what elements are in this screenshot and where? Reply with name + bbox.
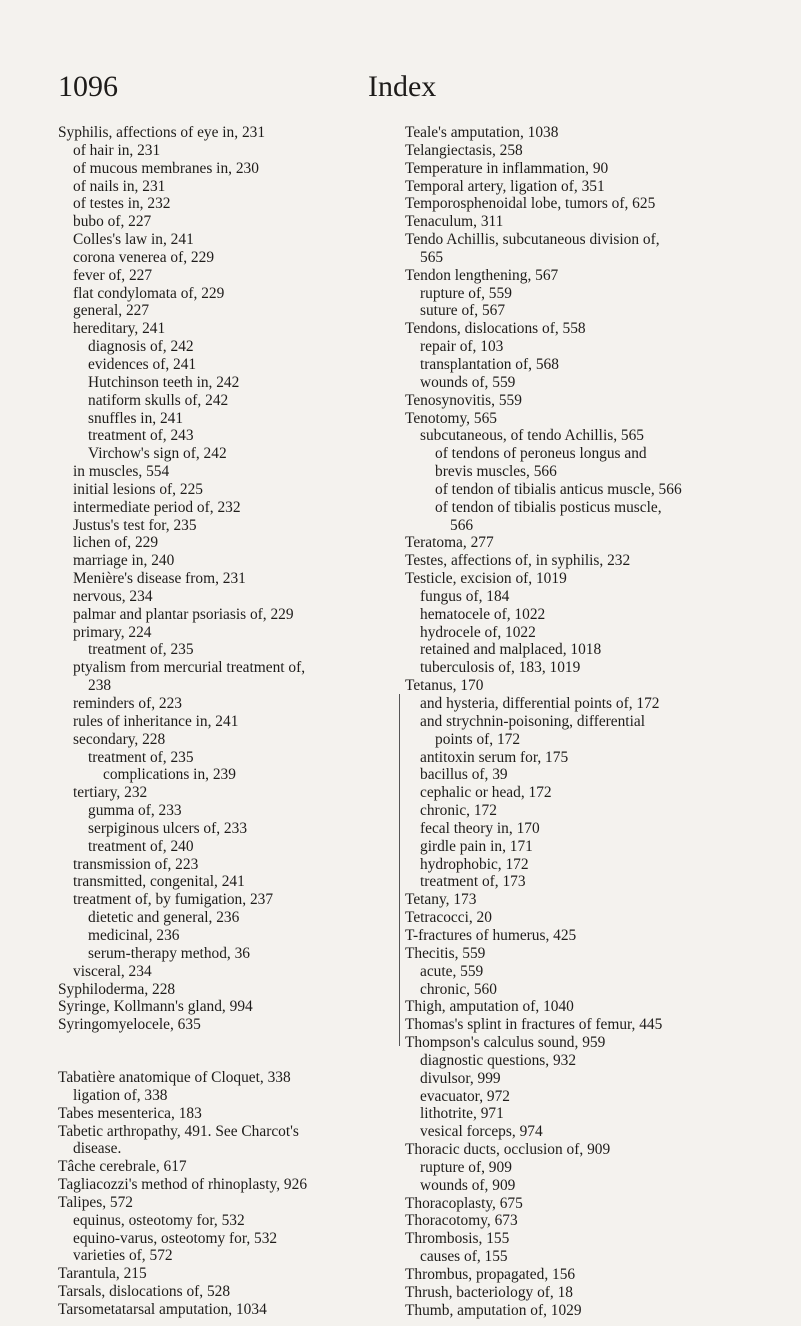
index-subentry: Justus's test for, 235: [73, 516, 197, 534]
index-subentry: rupture of, 559: [420, 284, 512, 302]
index-entry: Tenotomy, 565: [405, 409, 497, 427]
index-subentry: ptyalism from mercurial treatment of,: [73, 659, 306, 677]
index-entry: Thomas's splint in fractures of femur, 445: [405, 1016, 663, 1034]
index-subentry: transplantation of, 568: [420, 355, 559, 373]
index-subentry: gumma of, 233: [88, 802, 182, 820]
index-subentry: subcutaneous, of tendo Achillis, 565: [420, 427, 644, 445]
index-entry: T-fractures of humerus, 425: [405, 926, 577, 944]
index-subentry: dietetic and general, 236: [88, 909, 240, 927]
index-subentry: causes of, 155: [420, 1248, 508, 1266]
index-subentry: equinus, osteotomy for, 532: [73, 1211, 245, 1229]
column-divider: [399, 694, 400, 1046]
index-entry: Thigh, amputation of, 1040: [405, 998, 574, 1016]
index-entry: Testes, affections of, in syphilis, 232: [405, 552, 631, 570]
index-subentry: and hysteria, differential points of, 172: [420, 695, 660, 712]
section-gap: [58, 1034, 388, 1069]
index-entry: Tarantula, 215: [58, 1265, 147, 1283]
index-entry: Syringomyelocele, 635: [58, 1016, 201, 1034]
index-subentry: secondary, 228: [73, 730, 166, 748]
index-subentry: fungus of, 184: [420, 587, 510, 605]
index-subentry: visceral, 234: [73, 962, 152, 980]
index-subentry: general, 227: [73, 302, 150, 320]
index-entry: Thoracotomy, 673: [405, 1212, 518, 1230]
index-subentry: nervous, 234: [73, 587, 153, 605]
index-entry: Tetanus, 170: [405, 677, 484, 695]
index-subentry: corona venerea of, 229: [73, 248, 215, 266]
index-subentry: cephalic or head, 172: [420, 784, 552, 802]
index-entry: Temperature in inflammation, 90: [405, 159, 609, 177]
index-subentry: brevis muscles, 566: [435, 463, 557, 481]
index-subentry: wounds of, 909: [420, 1176, 516, 1194]
index-subentry: 566: [450, 516, 474, 534]
index-subentry: hematocele of, 1022: [420, 605, 546, 623]
index-subentry: girdle pain in, 171: [420, 837, 533, 855]
index-subentry: chronic, 560: [420, 980, 497, 998]
index-subentry: 238: [88, 677, 112, 695]
index-subentry: lichen of, 229: [73, 534, 159, 552]
index-column-left: [58, 124, 388, 1319]
index-entry: Tendons, dislocations of, 558: [405, 320, 586, 338]
index-subentry: varieties of, 572: [73, 1247, 173, 1265]
index-subentry: of hair in, 231: [73, 141, 161, 159]
index-entry: Thecitis, 559: [405, 944, 486, 962]
index-subentry: evidences of, 241: [88, 355, 197, 373]
index-subentry: medicinal, 236: [88, 926, 180, 944]
index-entry: Tabetic arthropathy, 491. See Charcot's: [58, 1122, 299, 1140]
index-subentry: rupture of, 909: [420, 1158, 512, 1176]
index-subentry: 565: [420, 248, 444, 266]
index-subentry: equino-varus, osteotomy for, 532: [73, 1229, 278, 1247]
index-entry: Syphilis, affections of eye in, 231: [58, 124, 266, 141]
index-subentry: treatment of, 243: [88, 427, 194, 445]
index-entry: Teratoma, 277: [405, 534, 494, 552]
index-subentry: Menière's disease from, 231: [73, 570, 246, 588]
index-subentry: Colles's law in, 241: [73, 231, 194, 249]
index-subentry: ligation of, 338: [73, 1086, 168, 1104]
index-entry: Tarsals, dislocations of, 528: [58, 1283, 231, 1301]
index-subentry: initial lesions of, 225: [73, 480, 203, 498]
index-subentry: evacuator, 972: [420, 1087, 510, 1105]
index-entry: Talipes, 572: [58, 1193, 134, 1211]
index-subentry: repair of, 103: [420, 338, 504, 356]
index-subentry: acute, 559: [420, 962, 484, 980]
index-subentry: divulsor, 999: [420, 1069, 501, 1087]
index-subentry: and strychnin-poisoning, differential: [420, 712, 645, 730]
index-subentry: treatment of, by fumigation, 237: [73, 891, 274, 909]
index-entry: Tâche cerebrale, 617: [58, 1158, 187, 1176]
index-entry: Temporal artery, ligation of, 351: [405, 177, 605, 195]
index-entry: Syphiloderma, 228: [58, 980, 176, 998]
index-subentry: of testes in, 232: [73, 195, 171, 213]
index-entry: Thrombosis, 155: [405, 1230, 510, 1248]
index-subentry: suture of, 567: [420, 302, 506, 320]
index-subentry: lithotrite, 971: [420, 1105, 504, 1123]
index-entry: Tendo Achillis, subcutaneous division of,: [405, 231, 660, 249]
index-subentry: hydrophobic, 172: [420, 855, 529, 873]
index-subentry: diagnosis of, 242: [88, 338, 194, 356]
index-subentry: complications in, 239: [103, 766, 236, 784]
index-entry: Tetany, 173: [405, 891, 477, 909]
index-entry: Thoracic ducts, occlusion of, 909: [405, 1141, 611, 1159]
index-subentry: treatment of, 235: [88, 641, 194, 659]
index-subentry: disease.: [73, 1140, 122, 1158]
index-entry: Tagliacozzi's method of rhinoplasty, 926: [58, 1176, 308, 1194]
index-entry: Tetracocci, 20: [405, 909, 492, 927]
index-entry: Tendon lengthening, 567: [405, 266, 559, 284]
index-subentry: antitoxin serum for, 175: [420, 748, 569, 766]
index-entry: Testicle, excision of, 1019: [405, 570, 567, 588]
index-entry: Temporosphenoidal lobe, tumors of, 625: [405, 195, 656, 213]
index-subentry: serum-therapy method, 36: [88, 944, 250, 962]
index-subentry: rules of inheritance in, 241: [73, 712, 239, 730]
index-subentry: of tendon of tibialis anticus muscle, 566: [435, 480, 682, 498]
index-subentry: treatment of, 240: [88, 837, 194, 855]
index-subentry: vesical forceps, 974: [420, 1123, 543, 1141]
index-subentry: transmission of, 223: [73, 855, 199, 873]
index-subentry: in muscles, 554: [73, 463, 170, 481]
index-subentry: natiform skulls of, 242: [88, 391, 229, 409]
index-subentry: reminders of, 223: [73, 695, 182, 712]
index-subentry: of mucous membranes in, 230: [73, 159, 259, 177]
index-subentry: wounds of, 559: [420, 373, 516, 391]
index-subentry: bubo of, 227: [73, 213, 152, 231]
index-subentry: tertiary, 232: [73, 784, 148, 802]
index-subentry: marriage in, 240: [73, 552, 175, 570]
index-entry: Thompson's calculus sound, 959: [405, 1034, 606, 1052]
index-subentry: Virchow's sign of, 242: [88, 445, 227, 463]
index-subentry: of tendon of tibialis posticus muscle,: [435, 498, 662, 516]
index-entry: Thoracoplasty, 675: [405, 1194, 523, 1212]
index-entry: Tabatière anatomique of Cloquet, 338: [58, 1069, 291, 1087]
index-subentry: chronic, 172: [420, 802, 497, 820]
index-entry: Thrombus, propagated, 156: [405, 1266, 576, 1283]
index-subentry: fever of, 227: [73, 266, 153, 284]
index-entry: Tarsometatarsal amputation, 1034: [58, 1301, 267, 1318]
index-entry: Syringe, Kollmann's gland, 994: [58, 998, 253, 1016]
page-header: Index: [368, 70, 437, 103]
index-subentry: palmar and plantar psoriasis of, 229: [73, 605, 294, 623]
index-subentry: treatment of, 235: [88, 748, 194, 766]
index-entry: Tenaculum, 311: [405, 213, 504, 231]
index-subentry: intermediate period of, 232: [73, 498, 241, 516]
index-subentry: tuberculosis of, 183, 1019: [420, 659, 581, 677]
index-subentry: treatment of, 173: [420, 873, 526, 891]
index-entry: Thrush, bacteriology of, 18: [405, 1283, 573, 1301]
index-subentry: primary, 224: [73, 623, 152, 641]
index-entry: Thumb, amputation of, 1029: [405, 1301, 582, 1319]
index-subentry: hydrocele of, 1022: [420, 623, 536, 641]
index-subentry: points of, 172: [435, 730, 521, 748]
index-subentry: snuffles in, 241: [88, 409, 184, 427]
index-subentry: of tendons of peroneus longus and: [435, 445, 647, 463]
index-entry: Teale's amputation, 1038: [405, 124, 559, 141]
index-subentry: Hutchinson teeth in, 242: [88, 373, 240, 391]
page-number: 1096: [58, 70, 118, 103]
index-subentry: transmitted, congenital, 241: [73, 873, 245, 891]
index-subentry: hereditary, 241: [73, 320, 166, 338]
index-subentry: retained and malplaced, 1018: [420, 641, 602, 659]
index-entry: Tenosynovitis, 559: [405, 391, 522, 409]
index-subentry: bacillus of, 39: [420, 766, 508, 784]
index-subentry: serpiginous ulcers of, 233: [88, 819, 248, 837]
index-entry: Tabes mesenterica, 183: [58, 1104, 202, 1122]
index-column-right: [405, 124, 745, 1320]
index-entry: Telangiectasis, 258: [405, 141, 523, 159]
index-subentry: fecal theory in, 170: [420, 819, 540, 837]
index-subentry: of nails in, 231: [73, 177, 166, 195]
index-subentry: diagnostic questions, 932: [420, 1051, 577, 1069]
index-subentry: flat condylomata of, 229: [73, 284, 225, 302]
